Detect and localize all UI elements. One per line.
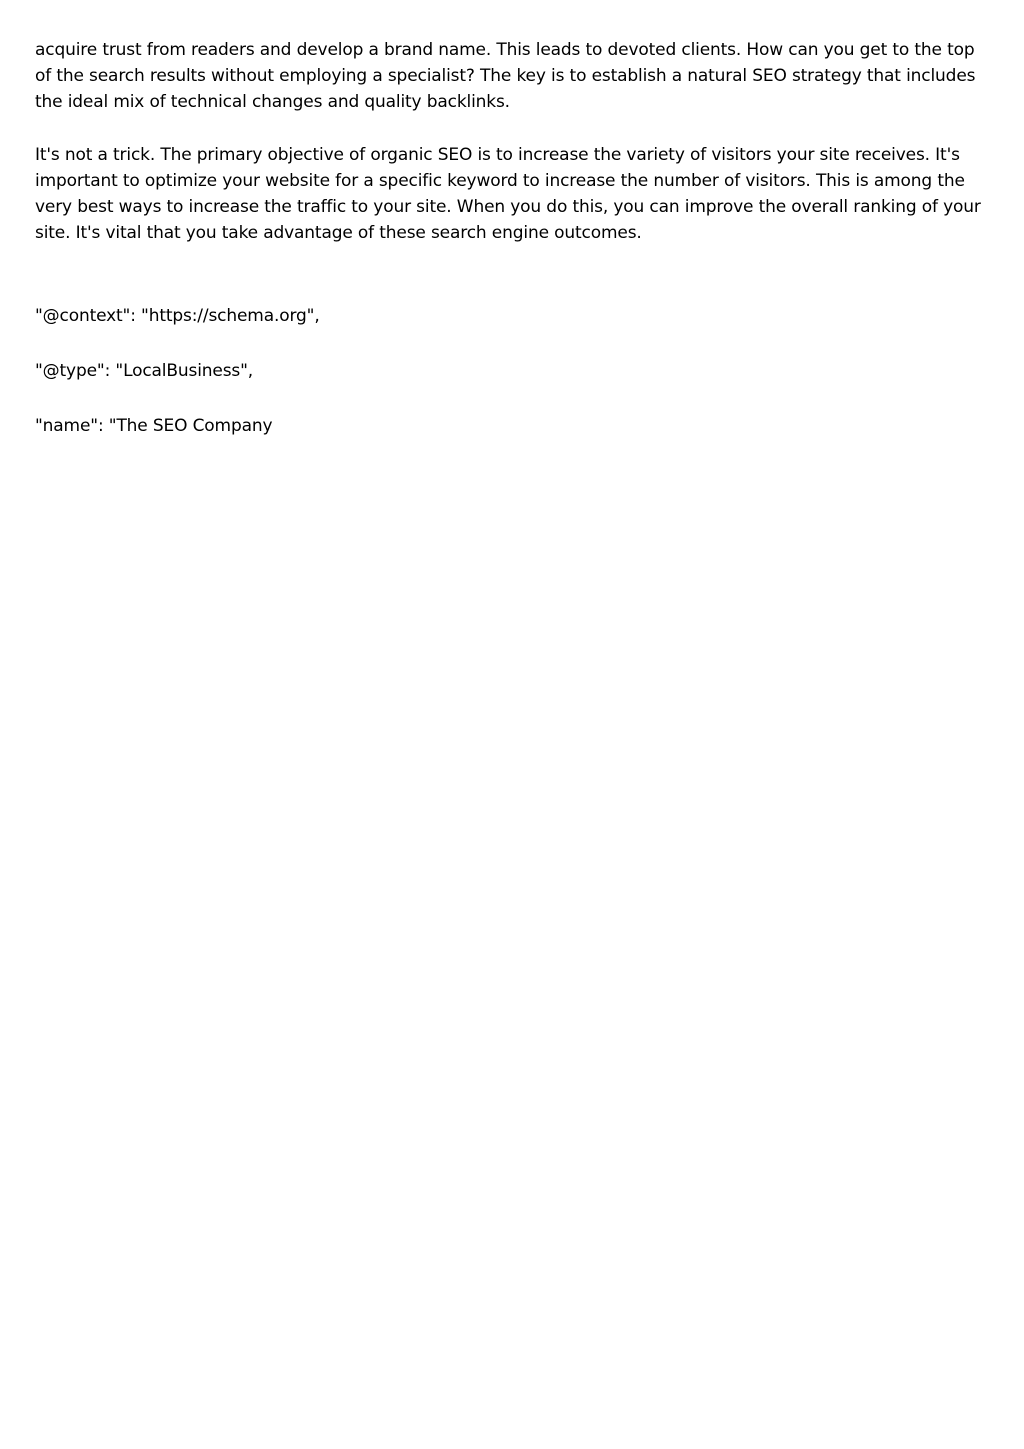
paragraph-organic-seo: It's not a trick. The primary objective of organic SEO is to increase the variety of visitors your site receives. It's important to optimize your website for a specific keyword to increase the number of visitors. This is among the very best ways to increase the traffic to your site. When you do this, you can improve the overall ranking of your site. It's vital that you take advantage of these search engine outcomes. bbox=[35, 145, 981, 243]
paragraph-intro: acquire trust from readers and develop a brand name. This leads to devoted clients. How can you get to the top of the search results without employing a specialist? The key is to establish a natural SEO strategy that includes the ideal mix of technical changes and quality backlinks. bbox=[35, 40, 976, 112]
schema-context-line: "@context": "https://schema.org", bbox=[35, 306, 320, 326]
schema-type-line: "@type": "LocalBusiness", bbox=[35, 361, 254, 381]
article-body bbox=[35, 37, 995, 246]
schema-name-line: "name": "The SEO Company bbox=[35, 416, 273, 436]
schema-markup-text bbox=[35, 303, 735, 439]
